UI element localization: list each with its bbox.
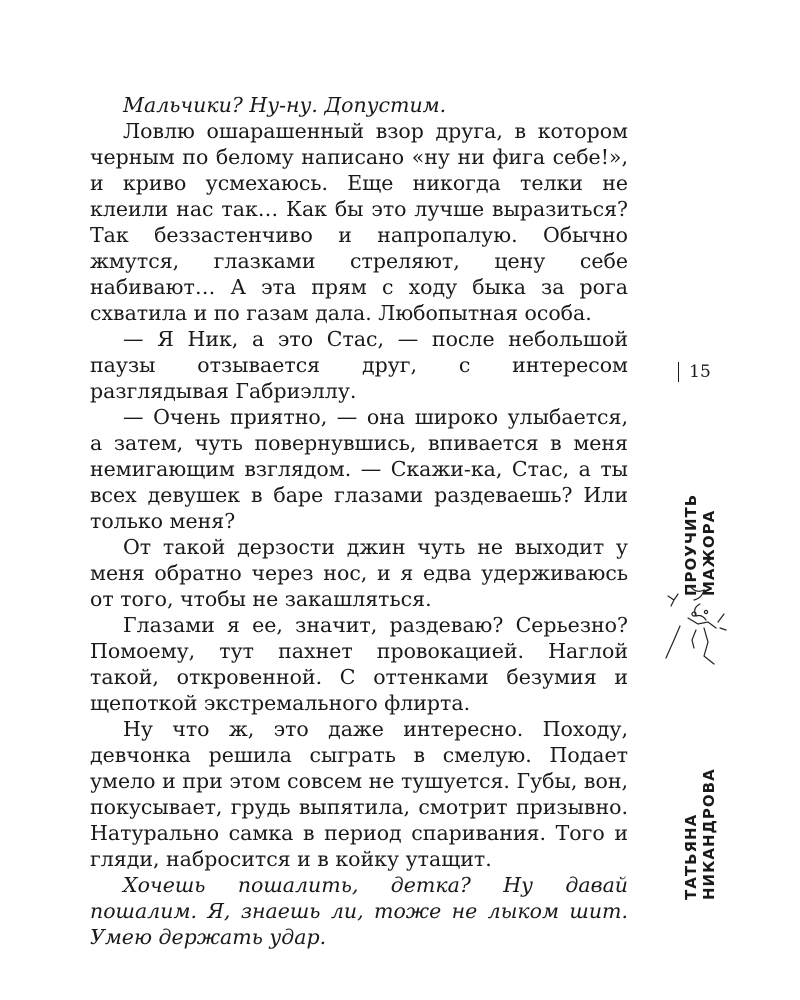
running-author-name: ТАТЬЯНА НИКАНДРОВА: [682, 768, 718, 900]
paragraph-1: Мальчики? Ну-ну. Допустим.: [123, 93, 447, 117]
page-number: 15: [678, 362, 719, 382]
paragraph-7: Ну что ж, это даже интересно. Походу, девчонка решила сыграть в смелую. Подает умело и при этом совсем не тушуется. Губы, вон, покусывает, грудь выпятила, смотрит призывно. Натурально самка в период спаривания. Того и гляди, набросится и в койку утащит.: [90, 717, 628, 871]
crown-ornament-icon: [660, 578, 730, 678]
paragraph-8: Хочешь пошалить, детка? Ну давай пошалим. Я, знаешь ли, тоже не лыком шит. Умею держать удар.: [90, 873, 628, 949]
paragraph-6: Глазами я ее, значит, раздеваю? Серьезно? Помоему, тут пахнет провокацией. Наглой такой, откровенной. С оттенками безумия и щепоткой экстремального флирта.: [90, 613, 628, 715]
paragraph-2: Ловлю ошарашенный взор друга, в котором черным по белому написано «ну ни фига себе!», и криво усмехаюсь. Еще никогда телки не клеили нас так… Как бы это лучше выразиться? Так беззастенчиво и напропалую. Обычно жмутся, глазками стреляют, цену себе набивают… А эта прям с ходу быка за рога схватила и по газам дала. Любопытная особа.: [90, 119, 628, 325]
running-book-title: ПРОУЧИТЬ МАЖОРА: [682, 493, 718, 596]
page-body-text: [90, 92, 628, 950]
paragraph-5: От такой дерзости джин чуть не выходит у меня обратно через нос, и я едва удерживаюсь от того, чтобы не закашляться.: [90, 535, 628, 611]
paragraph-3: — Я Ник, а это Стас, — после небольшой паузы отзывается друг, с интересом разглядывая Габриэллу.: [90, 327, 628, 403]
paragraph-4: — Очень приятно, — она широко улыбается, а затем, чуть повернувшись, впивается в меня немигающим взглядом. — Скажи-ка, Стас, а ты всех девушек в баре глазами раздеваешь? Или только меня?: [90, 405, 628, 533]
running-sidebar: [660, 350, 730, 910]
